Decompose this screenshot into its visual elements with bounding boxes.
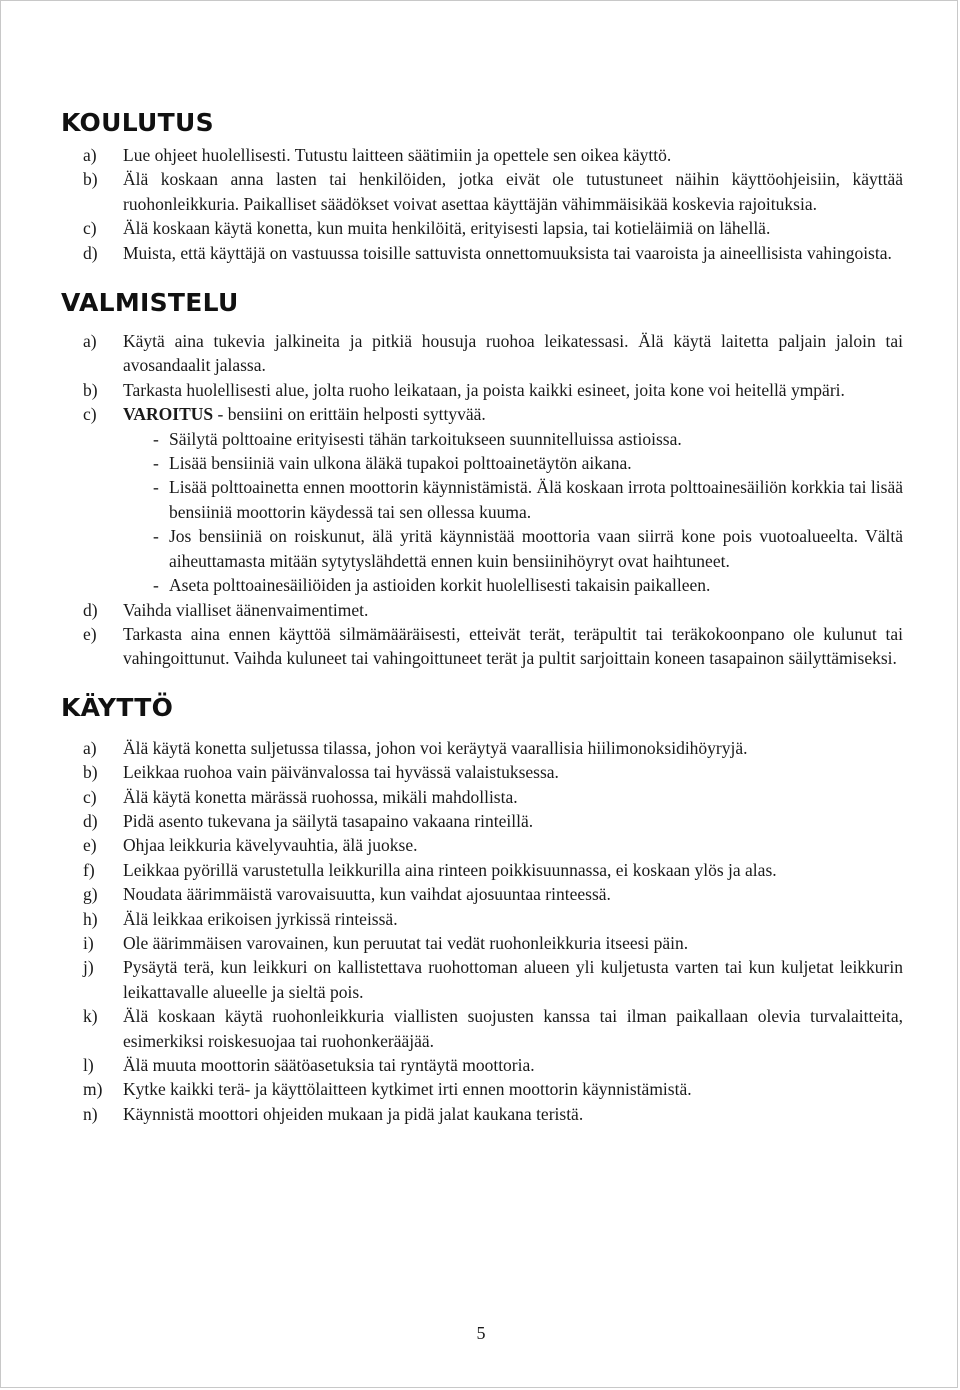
list-item [61, 907, 903, 931]
item-marker: f) [83, 859, 95, 880]
list-item [61, 858, 903, 882]
item-text: Älä koskaan käytä konetta, kun muita henkilöitä, erityisesti lapsia, tai kotieläimiä on lähellä. [123, 218, 771, 239]
sub-item-text: Aseta polttoainesäiliöiden ja astioiden korkit huolellisesti takaisin paikalleen. [169, 575, 711, 596]
item-text: Älä koskaan anna lasten tai henkilöiden, jotka eivät ole tutustuneet näihin käyttöohjeisiin, käyttää ruohonleikkuria. Paikalliset säädökset voivat asettaa käyttäjän vähimmäisikää koskevia rajoituksia. [123, 169, 903, 214]
item-text: Älä leikkaa erikoisen jyrkissä rinteissä. [123, 908, 398, 929]
list-item [61, 1053, 903, 1077]
list-item [61, 785, 903, 809]
item-marker: j) [83, 957, 94, 978]
item-marker: b) [83, 169, 98, 190]
item-text: Pysäytä terä, kun leikkuri on kallistettava ruohottoman alueen yli kuljetusta varten tai kun kuljetat leikkurin leikattavalle alueelle ja sieltä pois. [123, 957, 903, 1002]
item-text: Älä koskaan käytä ruohonleikkuria viallisten suojusten kanssa tai ilman paikallaan olevia turvalaitteita, esimerkiksi roiskesuojaa tai ruohonkerääjää. [123, 1006, 903, 1051]
item-text: Kytke kaikki terä- ja käyttölaitteen kytkimet irti ennen moottorin käynnistämistä. [123, 1079, 692, 1100]
list-item [61, 931, 903, 955]
list-item [61, 760, 903, 784]
list-item [61, 833, 903, 857]
item-marker: e) [83, 835, 97, 856]
warning-label: VAROITUS [123, 404, 214, 425]
sub-item [123, 475, 903, 524]
dash-marker: - [153, 453, 159, 474]
list-item [61, 955, 903, 1004]
list-item [61, 882, 903, 906]
sub-item [123, 451, 903, 475]
item-marker: k) [83, 1006, 98, 1027]
section-koulutus [61, 103, 903, 265]
section-title: VALMISTELU [61, 288, 239, 318]
item-marker: c) [83, 218, 97, 239]
item-marker: m) [83, 1079, 103, 1100]
item-marker: c) [83, 404, 97, 425]
item-marker: i) [83, 932, 94, 953]
item-text: Ole äärimmäisen varovainen, kun peruutat tai vedät ruohonleikkuria itseesi päin. [123, 932, 689, 953]
item-marker: b) [83, 762, 98, 783]
item-marker: e) [83, 623, 97, 644]
sub-item [123, 427, 903, 451]
list-item [61, 329, 903, 378]
item-text: Leikkaa pyörillä varustetulla leikkurilla aina rinteen poikkisuunnassa, ei koskaan ylös ja alas. [123, 859, 777, 880]
page-content [61, 103, 903, 1126]
item-marker: g) [83, 884, 98, 905]
list-item [61, 622, 903, 671]
list-item [61, 1077, 903, 1101]
section-title: KÄYTTÖ [61, 692, 174, 722]
sub-item-text: Säilytä polttoaine erityisesti tähän tarkoitukseen suunnitelluissa astioissa. [169, 428, 682, 449]
item-marker: c) [83, 786, 97, 807]
sub-item-text: Jos bensiiniä on roiskunut, älä yritä käynnistää moottoria vaan siirrä kone pois vuotoalueelta. Vältä aiheuttamasta mitään sytytyslähdettä ennen kuin bensiinihöyryt ovat haihtuneet. [169, 526, 903, 571]
dash-marker: - [153, 575, 159, 596]
item-text: Muista, että käyttäjä on vastuussa toisille sattuvista onnettomuuksista tai vaaroista ja aineellisista vahingoista. [123, 242, 892, 263]
item-text: Ohjaa leikkuria kävelyvauhtia, älä juokse. [123, 835, 418, 856]
section-title: KOULUTUS [61, 108, 214, 137]
item-marker: n) [83, 1103, 98, 1124]
item-marker: l) [83, 1055, 94, 1075]
item-marker: a) [83, 737, 97, 758]
item-text: Noudata äärimmäistä varovaisuutta, kun vaihdat ajosuuntaa rinteessä. [123, 884, 611, 905]
item-marker: a) [83, 331, 97, 352]
item-marker: d) [83, 599, 98, 620]
item-text: Tarkasta aina ennen käyttöä silmämääräisesti, etteivät terät, teräpultit tai teräkokoonpano ole kulunut tai vahingoittunut. Vaihda kuluneet tai vahingoittuneet terät ja pultit sarjoittain koneen tasapainon säilyttämiseksi. [123, 623, 903, 669]
list-item [61, 241, 903, 265]
item-text: Älä muuta moottorin säätöasetuksia tai ryntäytä moottoria. [123, 1055, 535, 1075]
dash-marker: - [153, 477, 159, 498]
warning-sublist [123, 427, 903, 598]
item-text: Älä käytä konetta suljetussa tilassa, johon voi keräytyä vaarallisia hiilimonoksidihöyryjä. [123, 737, 748, 758]
section-valmistelu [61, 283, 903, 671]
item-text: - bensiini on erittäin helposti syttyvää. [213, 404, 486, 425]
item-list [61, 329, 903, 671]
list-item [61, 809, 903, 833]
item-marker: b) [83, 379, 98, 400]
item-text: Älä käytä konetta märässä ruohossa, mikäli mahdollista. [123, 786, 518, 807]
list-item [61, 598, 903, 622]
list-item [61, 143, 903, 167]
item-marker: d) [83, 810, 98, 831]
list-item [61, 1102, 903, 1126]
item-marker: h) [83, 908, 98, 929]
item-text: Leikkaa ruohoa vain päivänvalossa tai hyvässä valaistuksessa. [123, 762, 559, 783]
sub-item-text: Lisää polttoainetta ennen moottorin käynnistämistä. Älä koskaan irrota polttoainesäiliön korkkia tai lisää bensiiniä moottorin käydessä tai sen ollessa kuuma. [169, 477, 903, 522]
sub-item [123, 573, 903, 597]
list-item [61, 378, 903, 402]
item-text: Lue ohjeet huolellisesti. Tutustu laitteen säätimiin ja opettele sen oikea käyttö. [123, 145, 672, 165]
list-item-warning [61, 402, 903, 597]
item-text: Pidä asento tukevana ja säilytä tasapaino vakaana rinteillä. [123, 810, 534, 831]
dash-marker: - [153, 428, 159, 449]
item-text: Vaihda vialliset äänenvaimentimet. [123, 599, 369, 620]
item-list [61, 143, 903, 265]
list-item [61, 167, 903, 216]
list-item [61, 1004, 903, 1053]
dash-marker: - [153, 526, 159, 547]
item-list [61, 736, 903, 1127]
list-item [61, 736, 903, 760]
item-marker: a) [83, 145, 97, 165]
section-kaytto [61, 688, 903, 1127]
item-marker: d) [83, 242, 98, 263]
sub-item [123, 524, 903, 573]
sub-item-text: Lisää bensiiniä vain ulkona äläkä tupakoi polttoainetäytön aikana. [169, 453, 632, 474]
page-number: 5 [476, 1323, 486, 1343]
item-text: Käytä aina tukevia jalkineita ja pitkiä housuja ruohoa leikatessasi. Älä käytä laitetta paljain jaloin tai avosandaalit jalassa. [123, 331, 903, 376]
item-text: Käynnistä moottori ohjeiden mukaan ja pidä jalat kaukana teristä. [123, 1103, 584, 1124]
item-text: Tarkasta huolellisesti alue, jolta ruoho leikataan, ja poista kaikki esineet, joita kone voi heitellä ympäri. [123, 379, 845, 400]
list-item [61, 216, 903, 240]
